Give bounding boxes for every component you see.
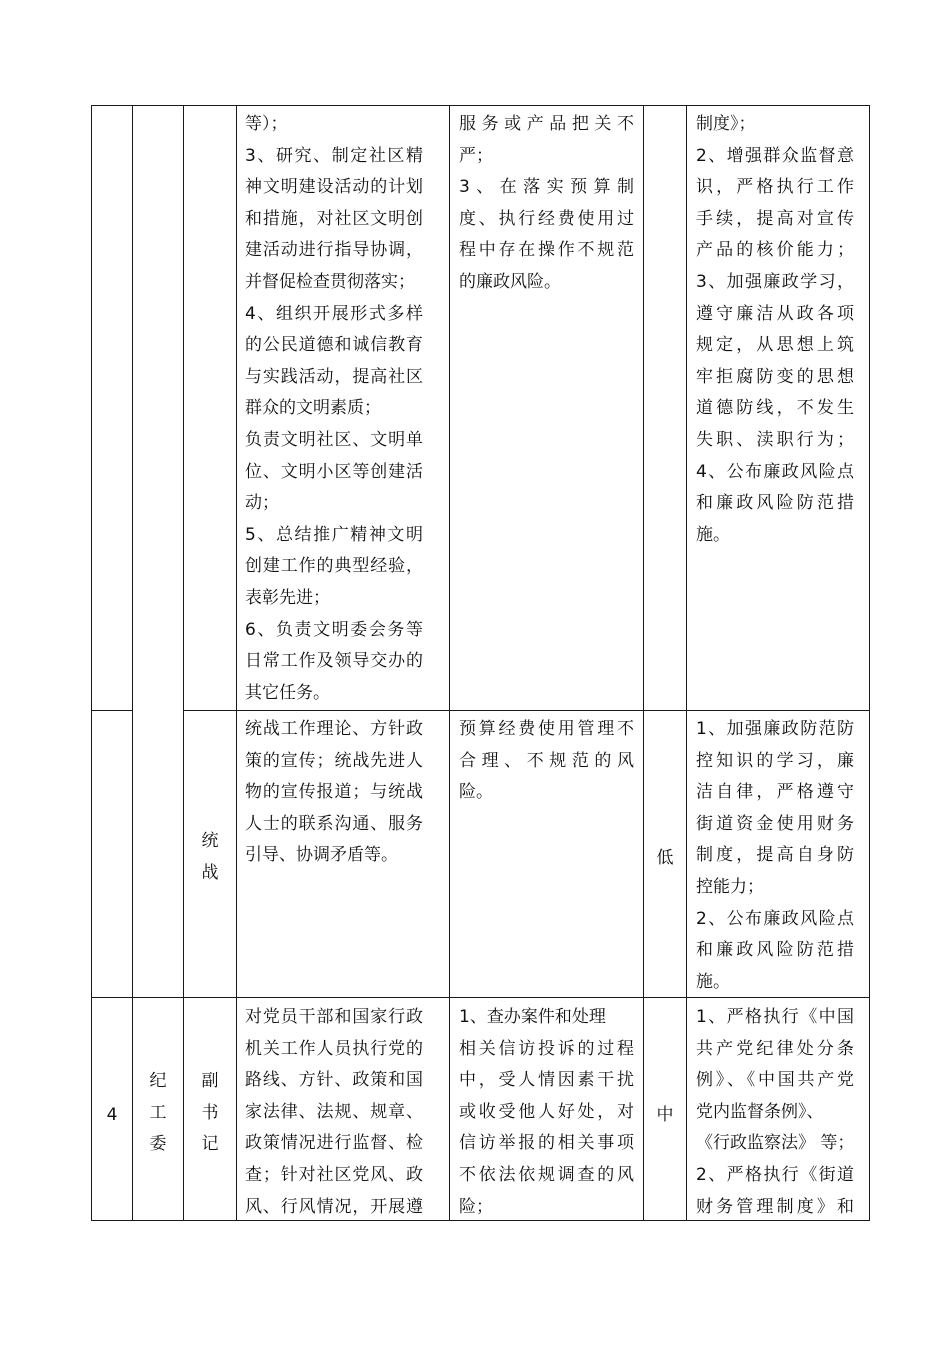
text-line: 1、严格执行《中国: [696, 1007, 854, 1027]
text-line: 例》、《中国共产党: [696, 1070, 854, 1091]
text-line: 工: [149, 1102, 167, 1123]
text-line: 制度》；: [696, 114, 756, 134]
col-line-1: [132, 105, 133, 1221]
text-line: 查；针对社区党风、政: [245, 1164, 423, 1185]
table-border-top: [91, 105, 870, 106]
text-line: 3、在落实预算制: [459, 177, 634, 198]
text-line: 服务或产品把关不: [459, 114, 634, 134]
text-line: 规定，从思想上筑: [696, 335, 854, 356]
text-line: 识，严格执行工作: [696, 177, 854, 198]
text-line: 神文明建设活动的计划: [245, 177, 423, 198]
text-line: 相关信访投诉的过程: [459, 1038, 634, 1059]
text-line: 其它任务。: [245, 682, 330, 703]
row3-risk-level: 中: [656, 1105, 674, 1125]
row2-risk-cell: [459, 714, 634, 809]
text-line: 路线、方针、政策和国: [245, 1070, 423, 1091]
text-line: 街道资金使用财务: [696, 813, 854, 834]
text-line: 风、行风情况，开展遵: [245, 1196, 423, 1217]
text-line: 财务管理制度》和: [696, 1196, 854, 1217]
text-line: 失职、渎职行为；: [696, 429, 854, 450]
text-line: 纪: [149, 1071, 167, 1091]
text-line: 负责文明社区、文明单: [245, 429, 423, 450]
text-line: 施。: [696, 524, 730, 545]
text-line: 统: [201, 831, 219, 851]
text-line: 战: [201, 862, 219, 883]
text-line: 牢拒腐防变的思想: [696, 366, 854, 387]
text-line: 党内监督条例》、: [696, 1101, 824, 1122]
col-line-4: [449, 105, 450, 1221]
row2-duties-cell: [245, 714, 423, 872]
text-line: 产品的核价能力；: [696, 240, 854, 261]
text-line: 委: [149, 1134, 167, 1155]
text-line: 《行政监察法》 等；: [696, 1133, 855, 1154]
col-line-3: [236, 105, 237, 1221]
text-line: 2、公布廉政风险点: [696, 908, 854, 929]
row2-risk-level: 低: [656, 848, 674, 868]
text-line: 1、查办案件和处理: [459, 1007, 606, 1027]
text-line: 物的宣传报道；与统战: [245, 782, 423, 803]
text-line: 预算经费使用管理不: [459, 719, 634, 739]
text-line: 和措施，对社区文明创: [245, 208, 423, 229]
text-line: 4、公布廉政风险点: [696, 461, 854, 482]
row3-risk-cell: [459, 1002, 634, 1223]
text-line: 共产党纪律处分条: [696, 1038, 854, 1059]
row3-dept-cell: [133, 1066, 183, 1161]
text-line: 2、增强群众监督意: [696, 145, 854, 166]
text-line: 家法律、法规、规章、: [245, 1101, 423, 1122]
text-line: 引导、协调矛盾等。: [245, 845, 398, 866]
text-line: 险；: [459, 1196, 493, 1217]
text-line: 的廉政风险。: [459, 271, 561, 292]
text-line: 1、加强廉政防范防: [696, 719, 854, 739]
text-line: 与实践活动，提高社区: [245, 366, 423, 387]
text-line: 对党员干部和国家行政: [245, 1007, 423, 1027]
row3-post-cell: [184, 1066, 236, 1161]
text-line: 2、严格执行《街道: [696, 1164, 854, 1185]
text-line: 险。: [459, 782, 493, 803]
text-line: 程中存在操作不规范: [459, 240, 634, 261]
text-line: 等）；: [245, 114, 288, 134]
text-line: 创建工作的典型经验，: [245, 556, 423, 577]
row2-measures-cell: [696, 714, 854, 998]
text-line: 或收受他人好处，对: [459, 1101, 634, 1122]
text-line: 5、总结推广精神文明: [245, 524, 423, 545]
text-line: 手续，提高对宣传: [696, 208, 854, 229]
text-line: 制度，提高自身防: [696, 845, 854, 866]
row-divider-1-left: [91, 710, 133, 711]
text-line: 统战工作理论、方针政: [245, 719, 423, 739]
table-border-right: [869, 105, 870, 1221]
row1-measures-cell: [696, 109, 854, 551]
text-line: 位、文明小区等创建活: [245, 461, 423, 482]
text-line: 副: [201, 1071, 219, 1091]
text-line: 控能力；: [696, 876, 764, 897]
text-line: 洁自律，严格遵守: [696, 782, 854, 803]
text-line: 3、研究、制定社区精: [245, 145, 423, 166]
text-line: 3、加强廉政学习，: [696, 271, 854, 292]
col-line-2: [183, 105, 184, 1221]
text-line: 和廉政风险防范措: [696, 493, 854, 514]
text-line: 日常工作及领导交办的: [245, 651, 423, 672]
text-line: 书: [201, 1102, 219, 1123]
text-line: 4、组织开展形式多样: [245, 303, 423, 324]
text-line: 和廉政风险防范措: [696, 940, 854, 961]
text-line: 记: [201, 1134, 219, 1155]
text-line: 动；: [245, 493, 279, 514]
row3-number: 4: [106, 1105, 118, 1125]
text-line: 的公民道德和诚信教育: [245, 335, 423, 356]
text-line: 政策情况进行监督、检: [245, 1133, 423, 1154]
text-line: 施。: [696, 971, 730, 992]
text-line: 信访举报的相关事项: [459, 1133, 634, 1154]
text-line: 并督促检查贯彻落实；: [245, 271, 415, 292]
text-line: 严；: [459, 145, 493, 166]
col-line-6: [686, 105, 687, 1221]
text-line: 中，受人情因素干扰: [459, 1070, 634, 1091]
text-line: 建活动进行指导协调，: [245, 240, 423, 261]
text-line: 不依法依规调查的风: [459, 1164, 634, 1185]
text-line: 合理、不规范的风: [459, 750, 634, 771]
text-line: 策的宣传；统战先进人: [245, 750, 423, 771]
row3-measures-cell: [696, 1002, 854, 1223]
text-line: 人士的联系沟通、服务: [245, 813, 423, 834]
row1-risk-cell: [459, 109, 634, 299]
col-line-5: [643, 105, 644, 1221]
table-border-left: [91, 105, 92, 1221]
text-line: 表彰先进；: [245, 587, 330, 608]
text-line: 遵守廉洁从政各项: [696, 303, 854, 324]
text-line: 机关工作人员执行党的: [245, 1038, 423, 1059]
row-divider-1-right: [183, 710, 870, 711]
text-line: 道德防线，不发生: [696, 398, 854, 419]
row3-duties-cell: [245, 1002, 423, 1223]
text-line: 6、负责文明委会务等: [245, 619, 423, 640]
text-line: 群众的文明素质；: [245, 398, 381, 419]
text-line: 控知识的学习，廉: [696, 750, 854, 771]
row2-post-cell: [184, 826, 236, 889]
text-line: 度、执行经费使用过: [459, 208, 634, 229]
row1-duties-cell: [245, 109, 423, 709]
